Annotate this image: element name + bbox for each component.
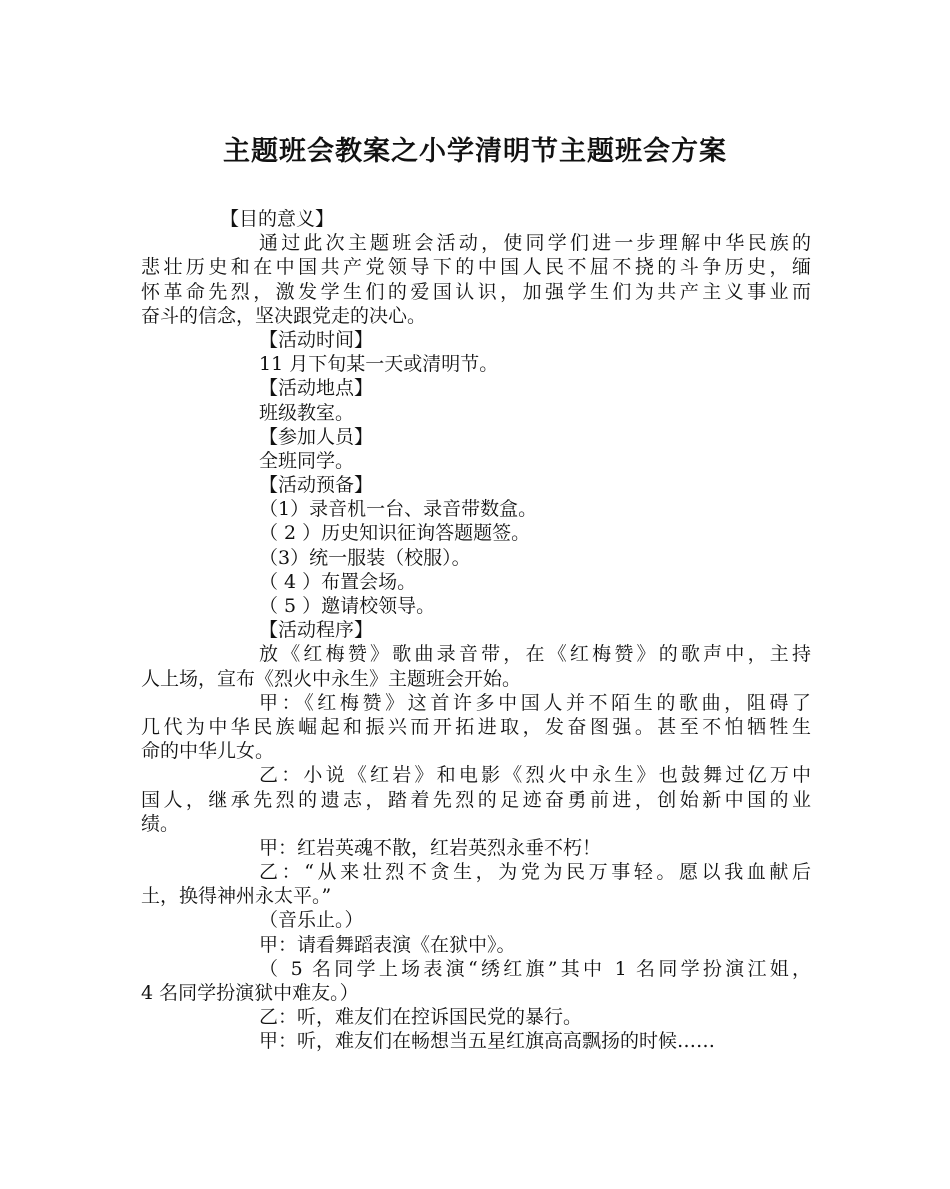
body-text-line: 放《红梅赞》歌曲录音带，在《红梅赞》的歌声中，主持 (259, 643, 811, 666)
body-text-line: 全班同学。 (259, 449, 355, 472)
body-text-line: 11 月下旬某一天或清明节。 (259, 353, 499, 376)
body-text-line: 甲：听，难友们在畅想当五星红旗高高飘扬的时候…… (259, 1030, 716, 1053)
body-text-line: 土，换得神州永太平。” (141, 885, 332, 908)
body-text-line: 甲：《红梅赞》这首许多中国人并不陌生的歌曲，阻碍了 (259, 691, 811, 714)
document-title: 主题班会教案之小学清明节主题班会方案 (223, 136, 727, 167)
body-text-line: （ 4 ）布置会场。 (259, 570, 417, 593)
body-text-line: （音乐止。） (259, 909, 364, 932)
body-text-line: 怀革命先烈，激发学生们的爱国认识，加强学生们为共产主义事业而 (141, 280, 811, 303)
body-text-line: 甲：请看舞蹈表演《在狱中》。 (259, 933, 516, 956)
body-text-line: （3）统一服装（校服）。 (259, 546, 471, 569)
body-text-line: 命的中华儿女。 (141, 740, 275, 763)
body-text-line: 绩。 (141, 812, 180, 835)
document-body (141, 207, 811, 1054)
body-text-line: 乙：小说《红岩》和电影《烈火中永生》也鼓舞过亿万中 (259, 764, 811, 787)
section-heading: 【活动预备】 (259, 474, 374, 497)
section-heading: 【活动地点】 (259, 377, 374, 400)
body-text-line: 几代为中华民族崛起和振兴而开拓进取，发奋图强。甚至不怕牺牲生 (141, 715, 811, 738)
body-text-line: 4 名同学扮演狱中难友。） (141, 982, 359, 1004)
body-text-line: （ 5 ）邀请校领导。 (259, 595, 436, 617)
body-text-line: （1）录音机一台、录音带数盒。 (259, 498, 538, 521)
section-heading: 【目的意义】 (220, 208, 335, 230)
body-text-line: 乙：“从来壮烈不贪生，为党为民万事轻。愿以我血献后 (259, 861, 811, 884)
body-text-line: （ 2 ）历史知识征询答题题签。 (259, 522, 531, 545)
body-text-line: 班级教室。 (259, 401, 355, 424)
body-text-line: 悲壮历史和在中国共产党领导下的中国人民不屈不挠的斗争历史，缅 (141, 256, 811, 279)
body-text-line: 国人，继承先烈的遗志，踏着先烈的足迹奋勇前进，创始新中国的业 (141, 788, 811, 811)
body-text-line: 甲：红岩英魂不散，红岩英烈永垂不朽！ (259, 836, 602, 859)
section-heading: 【活动时间】 (259, 328, 374, 351)
body-text-line: 奋斗的信念，坚决跟党走的决心。 (141, 304, 427, 327)
body-text-line: （ 5 名同学上场表演“绣红旗”其中 1 名同学扮演江姐， (259, 957, 811, 980)
section-heading: 【活动程序】 (259, 619, 374, 642)
body-text-line: 人上场，宣布《烈火中永生》主题班会开始。 (141, 667, 522, 690)
body-text-line: 通过此次主题班会活动，使同学们进一步理解中华民族的 (259, 232, 811, 255)
section-heading: 【参加人员】 (259, 425, 374, 448)
body-text-line: 乙：听，难友们在控诉国民党的暴行。 (259, 1006, 583, 1029)
